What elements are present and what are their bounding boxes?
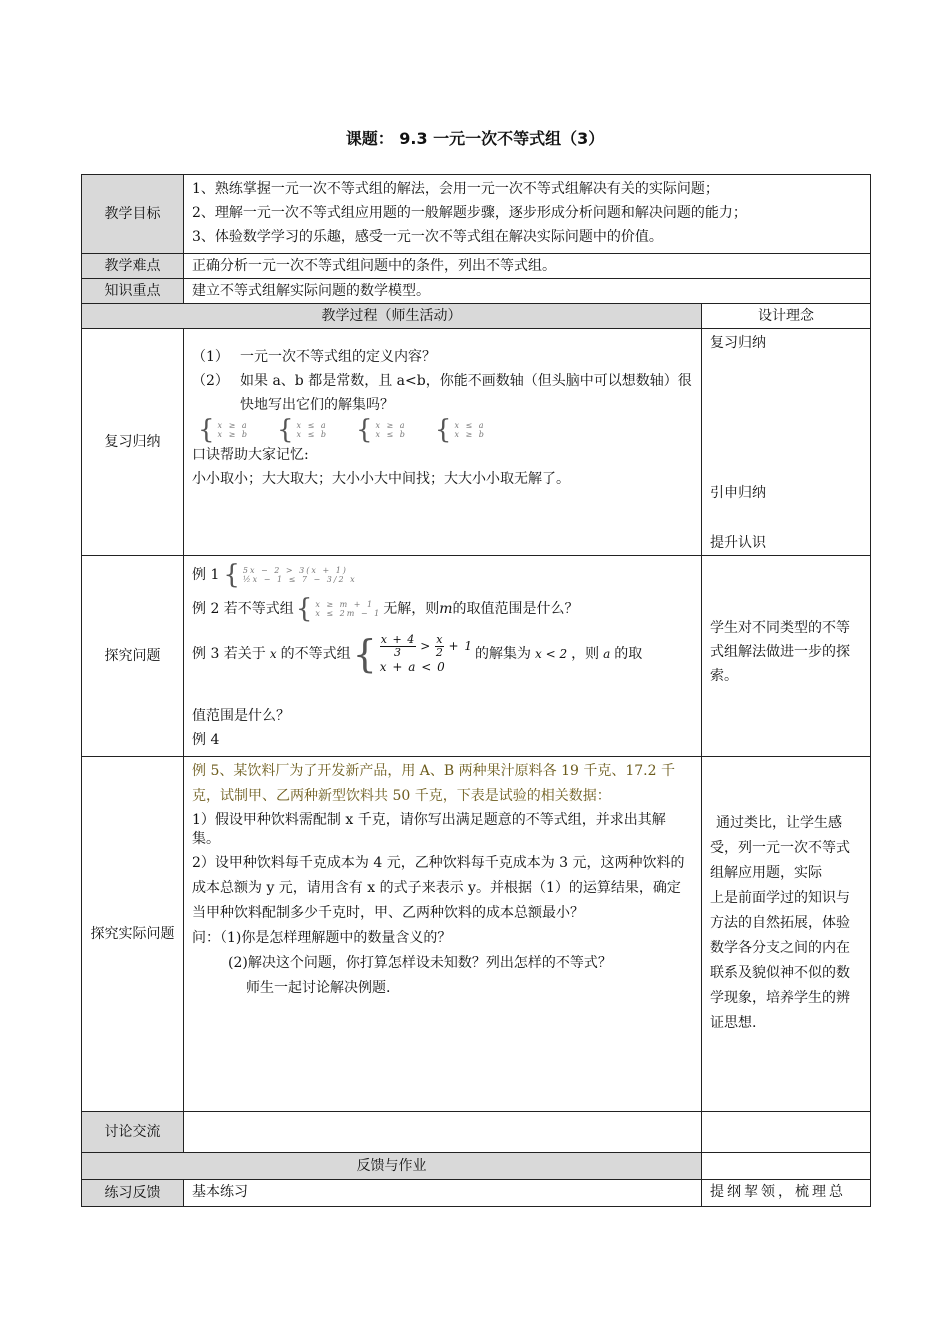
practice-row [82, 1180, 871, 1207]
inequality-systems [192, 417, 693, 443]
feedback-header-row [82, 1153, 871, 1180]
practice-text: 基本练习 [184, 1180, 702, 1207]
fraction-numerator: x + 4 [380, 632, 416, 646]
design-note: 通过类比，让学生感受，列一元一次不等式组解应用题，实际 [710, 815, 850, 881]
inequality-system [223, 562, 356, 588]
system-row: 5x − 2 > 3(x + 1) [242, 566, 348, 575]
example-label: 例 4 [192, 732, 220, 748]
example-label: 例 1 [192, 567, 220, 583]
example-text: 的不等式组 [280, 646, 351, 662]
process-header-row [82, 304, 871, 329]
key-point-text: 建立不等式组解实际问题的数学模型。 [184, 279, 871, 304]
question-text: 如果 a、b 都是常数，且 a<b，你能不画数轴（但头脑中可以想数轴）很快地写出它们的解集吗？ [240, 373, 692, 413]
inequality-system [353, 634, 473, 675]
practical-content [184, 757, 702, 1112]
math-variable: x [269, 647, 277, 661]
inequality-system [296, 596, 381, 622]
example-text: 无解，则 [383, 601, 440, 617]
example-text: 的取 [614, 646, 643, 662]
lesson-plan-table [81, 174, 871, 1207]
system-row: x ≥ a [375, 421, 407, 430]
key-point-label: 知识重点 [82, 279, 184, 304]
inequality-system [356, 417, 407, 443]
inequality-system [435, 417, 486, 443]
inequality-system [198, 417, 249, 443]
explore-label: 探究问题 [82, 556, 184, 757]
mnemonic-text: 小小取小；大大取大；大小小大中间找；大大小小取无解了。 [192, 471, 570, 487]
question-prompt: 问：（1)你是怎样理解题中的数量含义的？ [192, 930, 452, 946]
system-row: x ≤ 2m − 1 [315, 609, 382, 618]
question-number: （2） [192, 373, 229, 389]
system-row: x ≤ b [296, 430, 328, 439]
brace-glyph: { [223, 560, 240, 590]
operator: + 1 [448, 639, 473, 653]
solution-set: x < 2 [535, 647, 568, 661]
brace-glyph: { [295, 594, 313, 624]
brace-glyph: { [276, 415, 294, 445]
page-title: 课题： 9.3 一元一次不等式组（3） [345, 129, 605, 148]
example-text: 例 3 若关于 [192, 646, 266, 662]
system-row: x ≥ a [217, 421, 249, 430]
example-5-text: 例 5、某饮料厂为了开发新产品，用 A、B 两种果汁原料各 19 千克、17.2 千克，试制甲、乙两种新型饮料共 50 千克，下表是试验的相关数据： [192, 763, 675, 804]
system-row: x + a < 0 [379, 659, 446, 674]
brace-glyph: { [352, 632, 377, 676]
goals-row [82, 175, 871, 254]
system-row [380, 634, 473, 659]
explore-content [184, 556, 702, 757]
example-text: 的取值范围是什么？ [452, 601, 579, 617]
system-row: x ≤ a [296, 421, 328, 430]
mnemonic-intro: 口诀帮助大家记忆: [192, 447, 309, 463]
system-row: x ≥ b [217, 430, 249, 439]
practical-part-2: 2）设甲种饮料每千克成本为 4 元，乙种饮料每千克成本为 3 元，这两种饮料的成本总额为 y 元，请用含有 x 的式子来表示 y。并根据（1）的运算结果，确定当甲种饮料配制多少千克时，甲、乙两种饮料的成本总额最小？ [192, 855, 685, 921]
practical-notes [702, 757, 871, 1112]
discussion-label: 讨论交流 [82, 1112, 184, 1153]
brace-glyph: { [434, 415, 452, 445]
difficulty-text: 正确分析一元一次不等式组问题中的条件，列出不等式组。 [184, 254, 871, 279]
key-point-row [82, 279, 871, 304]
goal-item: 1、熟练掌握一元一次不等式组的解法，会用一元一次不等式组解决有关的实际问题； [192, 181, 719, 197]
difficulty-label: 教学难点 [82, 254, 184, 279]
example-2 [192, 592, 693, 626]
explore-row [82, 556, 871, 757]
system-row: x ≥ m + 1 [315, 600, 375, 609]
goals-label: 教学目标 [82, 175, 184, 254]
practical-part-1: 1）假设甲种饮料需配制 x 千克，请你写出满足题意的不等式组，并求出其解集。 [192, 812, 666, 847]
design-note: 提升认识 [710, 535, 766, 551]
question-number: （1） [192, 349, 229, 365]
feedback-header: 反馈与作业 [82, 1153, 702, 1180]
review-question-2 [192, 369, 693, 417]
example-text: 的解集为 [475, 646, 531, 662]
review-notes [702, 329, 871, 556]
system-row: x ≥ b [454, 430, 486, 439]
feedback-header-blank [702, 1153, 871, 1180]
review-question-1 [192, 345, 693, 369]
math-variable: a [603, 647, 611, 661]
process-header-right: 设计理念 [702, 304, 871, 329]
design-note: 上是前面学过的知识与方法的自然拓展，体验数学各分支之间的内在联系及貌似神不似的数学现象，培养学生的辨证思想. [710, 890, 850, 1031]
goal-item: 2、理解一元一次不等式组应用题的一般解题步骤，逐步形成分析问题和解决问题的能力； [192, 205, 747, 221]
discussion-content [184, 1112, 702, 1153]
inequality-system [277, 417, 328, 443]
discussion-note: 师生一起讨论解决例题. [246, 980, 391, 996]
fraction-denominator: 3 [393, 645, 402, 659]
brace-glyph: { [355, 415, 373, 445]
fraction-denominator: 2 [435, 645, 444, 659]
process-header-left: 教学过程（师生活动） [82, 304, 702, 329]
question-text: 一元一次不等式组的定义内容？ [240, 349, 436, 365]
example-text: 值范围是什么？ [192, 708, 290, 724]
brace-glyph: { [198, 415, 215, 445]
question-prompt: (2)解决这个问题，你打算怎样设未知数？列出怎样的不等式？ [228, 955, 612, 971]
system-row: x ≤ b [375, 430, 407, 439]
review-label: 复习归纳 [82, 329, 184, 556]
review-content [184, 329, 702, 556]
discussion-row [82, 1112, 871, 1153]
practical-label: 探究实际问题 [82, 757, 184, 1112]
example-1 [192, 558, 693, 592]
practice-label: 练习反馈 [82, 1180, 184, 1207]
discussion-note [702, 1112, 871, 1153]
explore-note: 学生对不同类型的不等式组解法做进一步的探索。 [702, 556, 871, 757]
math-variable: m [439, 601, 453, 617]
example-3 [192, 626, 693, 682]
system-row: ½x − 1 ≤ 7 − 3/2 x [242, 575, 357, 584]
goal-item: 3、体验数学学习的乐趣，感受一元一次不等式组在解决实际问题中的价值。 [192, 229, 663, 245]
difficulty-row [82, 254, 871, 279]
system-row: x ≤ a [454, 421, 486, 430]
design-note: 引申归纳 [710, 485, 766, 501]
practice-note: 提纲挈领，梳理总 [702, 1180, 871, 1207]
goals-content [184, 175, 871, 254]
review-row [82, 329, 871, 556]
example-text: 例 2 若不等式组 [192, 601, 294, 617]
example-text: ，则 [571, 646, 600, 662]
operator: > [420, 639, 432, 653]
fraction-numerator: x [436, 632, 444, 646]
design-note: 复习归纳 [710, 335, 766, 351]
practical-row [82, 757, 871, 1112]
